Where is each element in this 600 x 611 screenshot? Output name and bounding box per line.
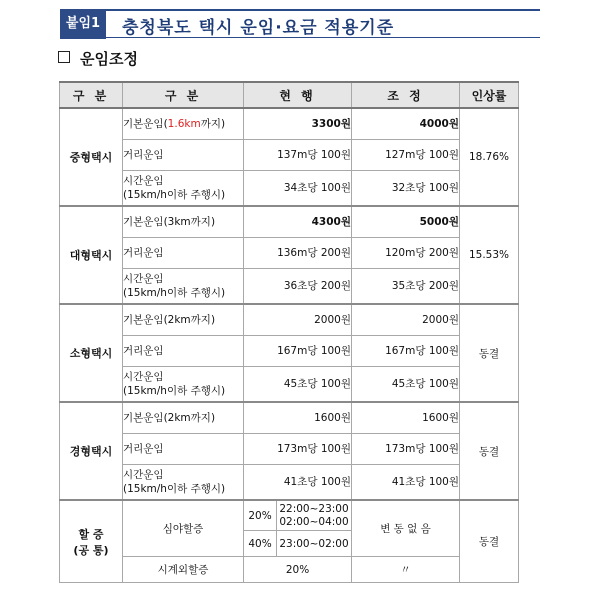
table-row bbox=[60, 304, 519, 335]
fare-item: 기본운임(2km까지) bbox=[123, 304, 244, 335]
night-tier-1: 20% 22:00~23:00 02:00~04:00 bbox=[244, 500, 352, 531]
group-midsize-taxi bbox=[60, 108, 519, 206]
header-item: 구 분 bbox=[123, 82, 244, 108]
vehicle-type: 대형택시 bbox=[60, 206, 123, 304]
fare-item: 거리운임 bbox=[123, 335, 244, 366]
fare-item: 시간운임 (15km/h이하 주행시) bbox=[123, 170, 244, 206]
vehicle-type: 경형택시 bbox=[60, 402, 123, 500]
section-heading bbox=[58, 48, 138, 69]
header-current: 현 행 bbox=[244, 82, 352, 108]
fare-table bbox=[59, 81, 519, 583]
fare-item: 거리운임 bbox=[123, 139, 244, 170]
current-value: 3300원 bbox=[244, 108, 352, 139]
adjusted-value: 32초당 100원 bbox=[352, 170, 460, 206]
current-value: 2000원 bbox=[244, 304, 352, 335]
highlight-distance: 1.6km bbox=[167, 117, 201, 130]
adjusted-value: 35초당 200원 bbox=[352, 268, 460, 304]
current-value: 137m당 100원 bbox=[244, 139, 352, 170]
increase-rate: 동결 bbox=[460, 304, 519, 402]
adjusted-value: 120m당 200원 bbox=[352, 237, 460, 268]
fare-item: 시간운임 (15km/h이하 주행시) bbox=[123, 366, 244, 402]
adjusted-value: 4000원 bbox=[352, 108, 460, 139]
fare-item: 기본운임(2km까지) bbox=[123, 402, 244, 433]
checkbox-square-icon bbox=[58, 51, 70, 63]
table-row bbox=[60, 402, 519, 433]
vehicle-type: 중형택시 bbox=[60, 108, 123, 206]
fare-item: 시간운임 (15km/h이하 주행시) bbox=[123, 268, 244, 304]
vehicle-type: 할 증 (공 통) bbox=[60, 500, 123, 583]
table-row bbox=[60, 335, 519, 366]
increase-rate: 18.76% bbox=[460, 108, 519, 206]
section-title: 운임조정 bbox=[80, 50, 138, 68]
adjusted-value: 1600원 bbox=[352, 402, 460, 433]
table-row bbox=[60, 433, 519, 464]
current-value: 136m당 200원 bbox=[244, 237, 352, 268]
fare-item: 시간운임 (15km/h이하 주행시) bbox=[123, 464, 244, 500]
header-adjusted: 조 정 bbox=[352, 82, 460, 108]
fare-item: 거리운임 bbox=[123, 237, 244, 268]
table-row bbox=[60, 464, 519, 500]
current-value: 45초당 100원 bbox=[244, 366, 352, 402]
fare-item: 거리운임 bbox=[123, 433, 244, 464]
vehicle-type: 소형택시 bbox=[60, 304, 123, 402]
current-value: 41초당 100원 bbox=[244, 464, 352, 500]
table-row bbox=[60, 237, 519, 268]
surcharge-outside-label: 시계외할증 bbox=[123, 557, 244, 583]
attachment-badge: 붙임1 bbox=[60, 9, 106, 39]
table-row bbox=[60, 206, 519, 237]
fare-item: 기본운임(3km까지) bbox=[123, 206, 244, 237]
group-compact-taxi bbox=[60, 402, 519, 500]
surcharge-night-label: 심야할증 bbox=[123, 500, 244, 557]
adjusted-value: 127m당 100원 bbox=[352, 139, 460, 170]
table-header-row bbox=[60, 82, 519, 108]
outside-adjusted: 〃 bbox=[352, 557, 460, 583]
night-adjusted: 변 동 없 음 bbox=[352, 500, 460, 557]
adjusted-value: 167m당 100원 bbox=[352, 335, 460, 366]
fare-item: 기본운임(1.6km까지) bbox=[123, 108, 244, 139]
increase-rate: 15.53% bbox=[460, 206, 519, 304]
increase-rate: 동결 bbox=[460, 402, 519, 500]
document-header bbox=[60, 9, 540, 38]
table-row bbox=[60, 108, 519, 139]
night-tier-2: 40% 23:00~02:00 bbox=[244, 531, 352, 557]
current-value: 34초당 100원 bbox=[244, 170, 352, 206]
current-value: 173m당 100원 bbox=[244, 433, 352, 464]
group-large-taxi bbox=[60, 206, 519, 304]
adjusted-value: 2000원 bbox=[352, 304, 460, 335]
document-title: 충청북도 택시 운임·요금 적용기준 bbox=[122, 18, 395, 38]
adjusted-value: 173m당 100원 bbox=[352, 433, 460, 464]
header-category: 구 분 bbox=[60, 82, 123, 108]
current-value: 167m당 100원 bbox=[244, 335, 352, 366]
header-increase-rate: 인상률 bbox=[460, 82, 519, 108]
current-value: 4300원 bbox=[244, 206, 352, 237]
group-small-taxi bbox=[60, 304, 519, 402]
current-value: 36초당 200원 bbox=[244, 268, 352, 304]
table-row bbox=[60, 139, 519, 170]
adjusted-value: 45초당 100원 bbox=[352, 366, 460, 402]
table-row bbox=[60, 268, 519, 304]
adjusted-value: 5000원 bbox=[352, 206, 460, 237]
adjusted-value: 41초당 100원 bbox=[352, 464, 460, 500]
increase-rate: 동결 bbox=[460, 500, 519, 583]
table-row bbox=[60, 366, 519, 402]
table-row bbox=[60, 170, 519, 206]
table-row bbox=[60, 500, 519, 531]
current-value: 1600원 bbox=[244, 402, 352, 433]
outside-pct: 20% bbox=[244, 557, 352, 583]
group-surcharge bbox=[60, 500, 519, 583]
table-row bbox=[60, 557, 519, 583]
